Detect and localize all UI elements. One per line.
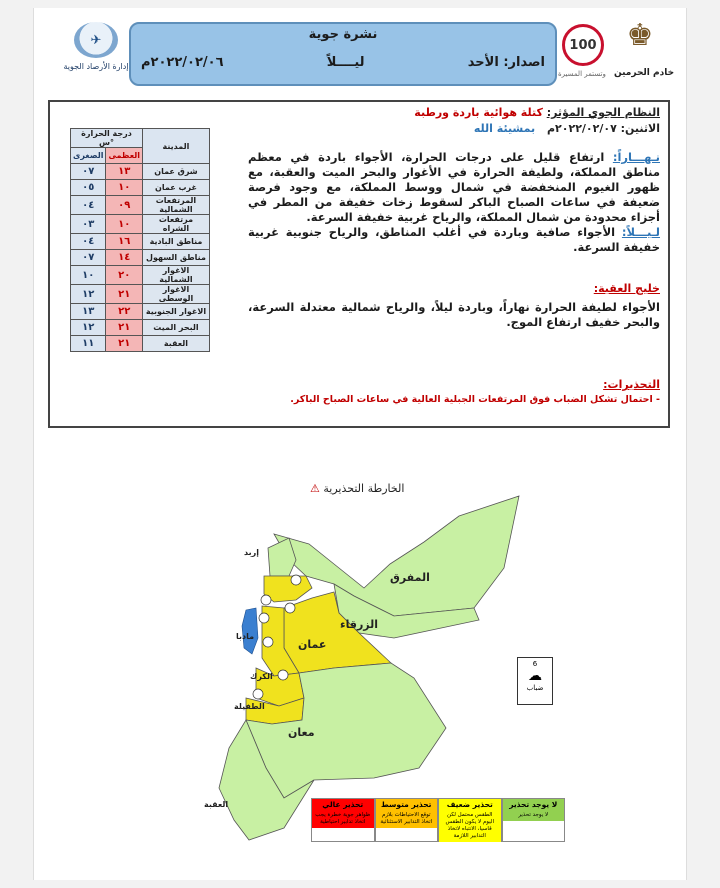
min-temp: ٠٤ xyxy=(71,234,106,250)
warnings-heading: التحذيرات: xyxy=(603,378,660,391)
max-temp: ٠٩ xyxy=(106,196,143,215)
label-aqaba: العقبة xyxy=(204,800,229,809)
city-name: الاغوار الجنوبية xyxy=(142,304,209,320)
bulletin-page xyxy=(33,8,687,880)
crest-icon: ♚ xyxy=(626,18,654,53)
label-madaba: مادبا xyxy=(236,632,255,641)
region-ajloun-jerash xyxy=(264,576,312,602)
warning-triangle-icon: ⚠ xyxy=(310,482,320,495)
max-temp: ١٠ xyxy=(106,215,143,234)
min-temp: ١٣ xyxy=(71,304,106,320)
min-temp: ١٢ xyxy=(71,320,106,336)
period-label: ليــــلاً xyxy=(326,54,365,70)
legend-desc: الطقس محتمل لكن اليوم لا يكون الطقس قاسيا، الانتباه لاتخاذ التدابير اللازمة xyxy=(439,810,501,842)
city-name: المرتفعات الشمالية xyxy=(142,196,209,215)
legend-item xyxy=(438,798,502,842)
max-temp: ٢٠ xyxy=(106,266,143,285)
label-zarqa: الزرقاء xyxy=(340,618,379,631)
day-lead: نـهـــاراً: xyxy=(612,150,660,164)
label-maan: معان xyxy=(288,726,315,739)
min-temp: ٠٧ xyxy=(71,250,106,266)
forecast-day-label: الاثنين: ٢٠٢٢/٠٢/٠٧م xyxy=(546,122,660,135)
max-temp: ١٤ xyxy=(106,250,143,266)
legend-title: لا يوجد تحذير xyxy=(503,799,565,810)
city-name: الاغوار الوسطى xyxy=(142,285,209,304)
city-name: الاغوار الشمالية xyxy=(142,266,209,285)
legend-item xyxy=(375,798,439,842)
min-header: الصغرى xyxy=(71,148,106,164)
label-tafilah: الطفيلة xyxy=(234,702,265,711)
min-temp: ٠٣ xyxy=(71,215,106,234)
legend-title: تحذير متوسط xyxy=(376,799,438,810)
fog-legend xyxy=(517,657,553,705)
night-forecast: الأجواء صافية وباردة في أغلب المناطق، والرياح جنوبية غربية خفيفة السرعة. xyxy=(248,225,660,254)
dead-sea xyxy=(242,608,258,654)
min-temp: ١١ xyxy=(71,336,106,352)
issue-date: ٢٠٢٢/٠٢/٠٦م xyxy=(141,54,224,70)
legend-desc: لا يوجد تحذير xyxy=(503,810,565,821)
city-header: المدينة xyxy=(142,129,209,164)
max-temp: ١٣ xyxy=(106,164,143,180)
min-temp: ٠٧ xyxy=(71,164,106,180)
city-name: البحر الميت xyxy=(142,320,209,336)
region-mafraq xyxy=(274,496,519,616)
max-temp: ٢١ xyxy=(106,336,143,352)
min-temp: ١٢ xyxy=(71,285,106,304)
page-title: نشرة جوية xyxy=(308,27,378,42)
warning-legend xyxy=(311,798,565,842)
label-amman: عمان xyxy=(298,638,327,651)
city-name: مناطق السهول xyxy=(142,250,209,266)
weather-system-label: النظام الجوي المؤثر: xyxy=(546,106,660,119)
issue-label: اصدار: الأحد xyxy=(467,54,545,70)
centennial-logo: 100 xyxy=(562,24,604,66)
warning-map xyxy=(34,8,686,880)
city-name: العقبة xyxy=(142,336,209,352)
department-caption: إدارة الأرصاد الجوية xyxy=(63,62,129,71)
max-temp: ١٠ xyxy=(106,180,143,196)
max-temp: ١٦ xyxy=(106,234,143,250)
legend-desc: توقع الاحتياطات بلازم اتخاذ التدابير الاستثنائية xyxy=(376,810,438,828)
centennial-caption: وتستمر المسيرة xyxy=(558,70,606,78)
max-temp: ٢١ xyxy=(106,320,143,336)
label-irbid: إربد xyxy=(244,548,259,557)
label-karak: الكرك xyxy=(250,672,273,681)
legend-title: تحذير ضعيف xyxy=(439,799,501,810)
label-mafraq: المفرق xyxy=(390,571,430,584)
map-title-text: الخارطة التحذيرية xyxy=(323,482,405,495)
inshallah-text: بمشيئة الله xyxy=(473,122,536,135)
crest-caption: خادم الحرمين xyxy=(614,68,675,78)
airplane-icon: ✈ xyxy=(74,22,118,58)
city-name: شرق عمان xyxy=(142,164,209,180)
max-header: العظمى xyxy=(106,148,143,164)
min-temp: ٠٤ xyxy=(71,196,106,215)
zone-number: 6 xyxy=(532,660,538,668)
legend-title: تحذير عالي xyxy=(312,799,374,810)
weather-system-value: كتلة هوائية باردة ورطبة xyxy=(414,106,543,119)
min-temp: ١٠ xyxy=(71,266,106,285)
night-lead: لـيـــلاً: xyxy=(621,225,660,239)
min-temp: ٠٥ xyxy=(71,180,106,196)
fog-legend-label: ضباب xyxy=(526,684,544,692)
max-temp: ٢٢ xyxy=(106,304,143,320)
city-name: مناطق البادية xyxy=(142,234,209,250)
gulf-forecast: الأجواء لطيفة الحرارة نهاراً، وباردة ليلاً، والرياح شمالية معتدلة السرعة، والبحر خفيف ارتفاع الموج. xyxy=(248,300,660,329)
temp-header: درجة الحرارة س° xyxy=(71,129,143,148)
legend-item xyxy=(311,798,375,842)
day-forecast: ارتفاع قليل على درجات الحرارة، الأجواء باردة في معظم مناطق المملكة، ولطيفة الحرارة في الأغوار والبحر الميت والعقبة، مع ظهور الغيوم المنخفضة في شمال ووسط المملكة، مع وجود فرصة ضعيفة في ساعات الصباح الباكر لسقوط زخات خفيفة من المطر في أجزاء محدودة من شمال المملكة، والرياح غربية خفيفة السرعة. xyxy=(248,150,660,224)
legend-desc: ظواهر جوية خطرة يجب اتخاذ تدابير احتياطية xyxy=(312,810,374,828)
city-name: غرب عمان xyxy=(142,180,209,196)
fog-icon: ☁ xyxy=(528,668,542,684)
legend-item xyxy=(502,798,566,842)
max-temp: ٢١ xyxy=(106,285,143,304)
city-name: مرتفعات الشراه xyxy=(142,215,209,234)
warnings-text: - احتمال تشكل الضباب فوق المرتفعات الجبلية العالية في ساعات الصباح الباكر. xyxy=(290,394,660,405)
gulf-heading: خليج العقبة: xyxy=(593,282,660,295)
